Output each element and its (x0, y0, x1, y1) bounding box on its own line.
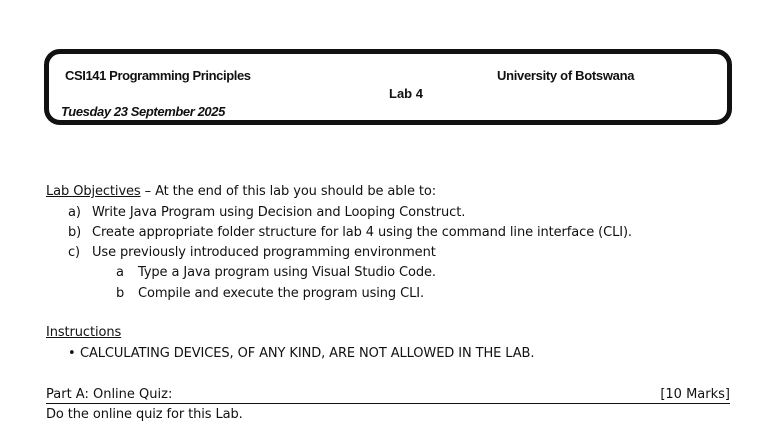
bullet-icon: • (68, 346, 76, 361)
lab-date: Tuesday 23 September 2025 (61, 104, 225, 119)
instruction-item (68, 346, 534, 361)
university-name: University of Botswana (497, 68, 635, 83)
lab-title: Lab 4 (389, 86, 423, 101)
objective-text: Create appropriate folder structure for lab 4 using the command line interface (CLI). (92, 225, 632, 240)
objective-subitem (116, 286, 424, 301)
objective-subitem (116, 265, 436, 280)
list-marker: a) (68, 205, 81, 220)
part-a-body: Do the online quiz for this Lab. (46, 407, 243, 422)
list-marker: b) (68, 225, 82, 240)
objective-text: Write Java Program using Decision and Looping Construct. (92, 205, 466, 220)
objective-item (68, 225, 632, 240)
objective-subtext: Type a Java program using Visual Studio Code. (138, 265, 436, 280)
part-a-marks: [10 Marks] (660, 387, 730, 402)
objectives-heading: Lab Objectives (46, 184, 141, 199)
part-a-title: Part A: Online Quiz: (46, 387, 173, 402)
instructions-heading: Instructions (46, 325, 122, 340)
list-marker: a (116, 265, 124, 280)
objective-item (68, 245, 436, 260)
objective-text: Use previously introduced programming environment (92, 245, 436, 260)
objective-item (68, 205, 465, 220)
instructions-heading-line (46, 325, 121, 340)
part-a-header (46, 387, 730, 404)
objectives-intro: – At the end of this lab you should be able to: (140, 184, 437, 199)
list-marker: c) (68, 245, 81, 260)
header-box (44, 49, 732, 125)
course-title: CSI141 Programming Principles (65, 68, 251, 83)
instruction-text: CALCULATING DEVICES, OF ANY KIND, ARE NOT ALLOWED IN THE LAB. (80, 346, 535, 361)
list-marker: b (116, 286, 125, 301)
objective-subtext: Compile and execute the program using CLI. (138, 286, 424, 301)
objectives-heading-line (46, 184, 436, 199)
